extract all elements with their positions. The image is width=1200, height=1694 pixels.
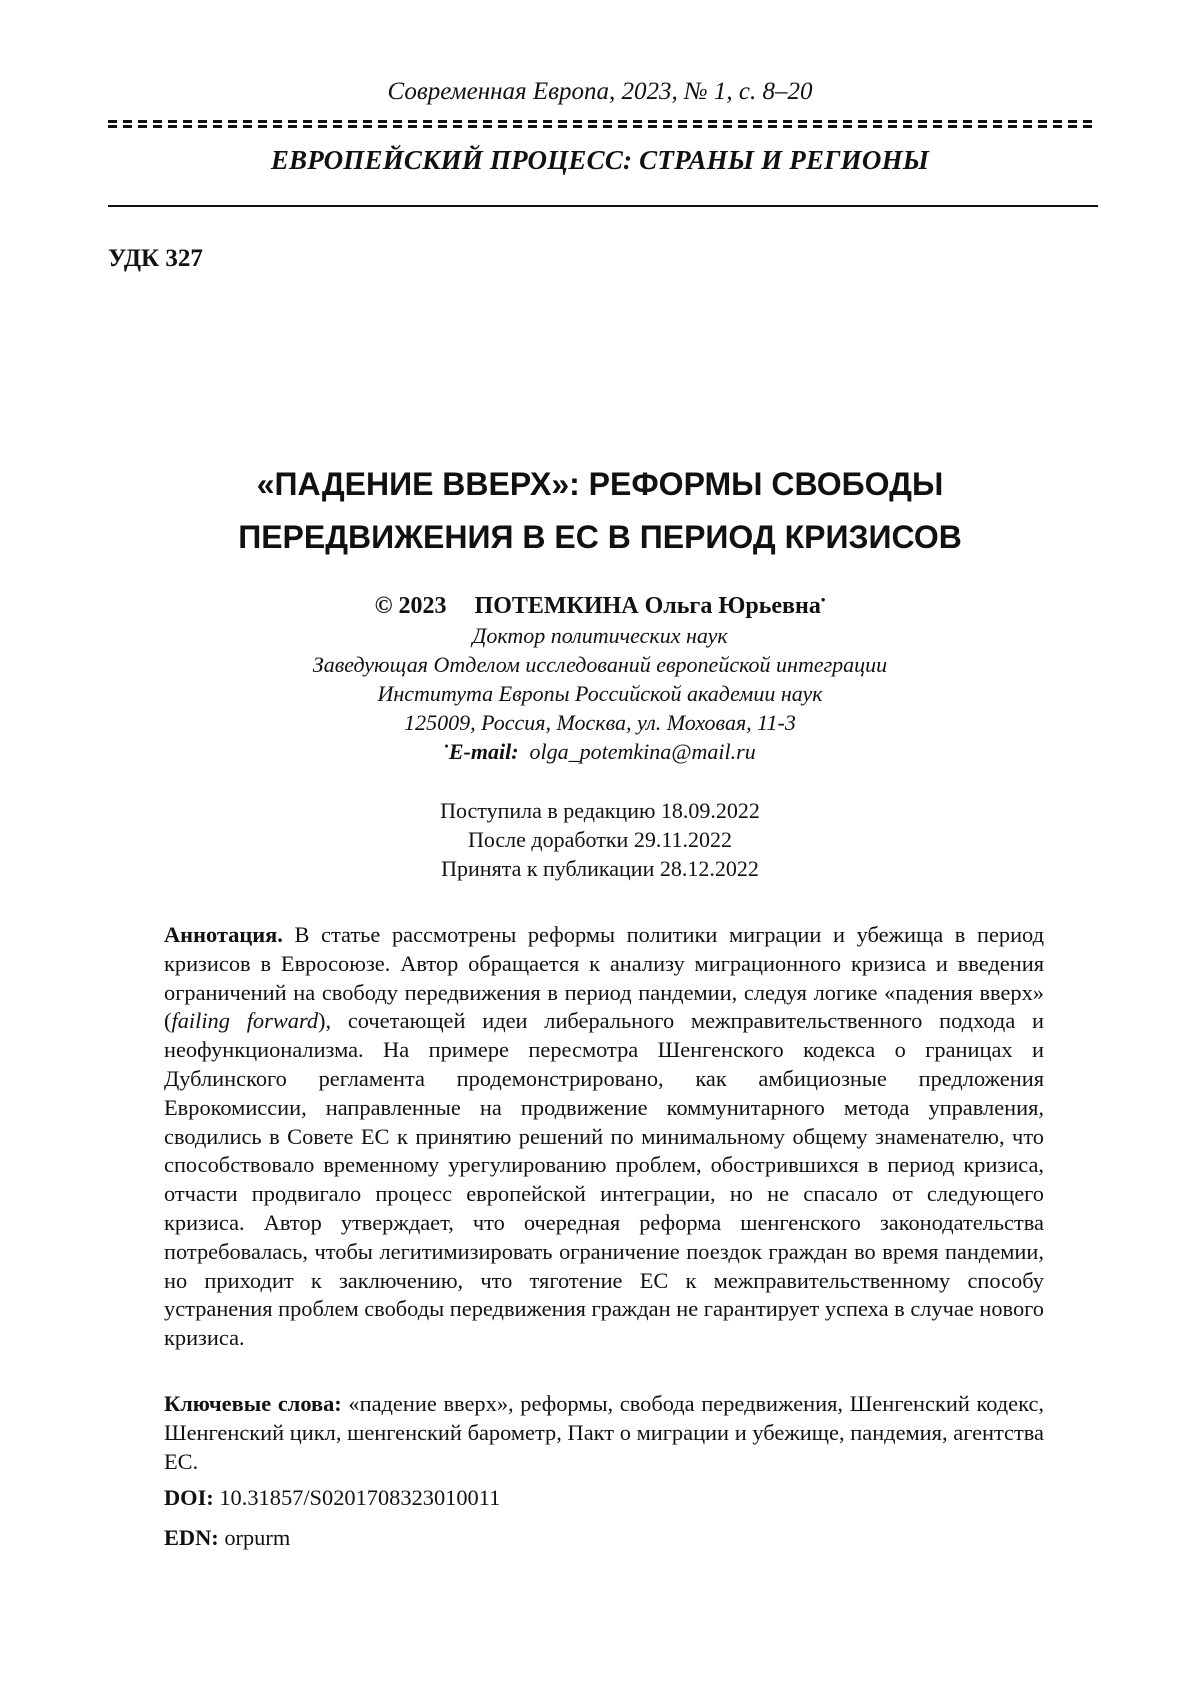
doi-value[interactable]: 10.31857/S0201708323010011 [213, 1485, 501, 1510]
email-link[interactable]: olga_potemkina@mail.ru [529, 739, 756, 764]
date-accepted: Принята к публикации 28.12.2022 [441, 856, 759, 881]
email-label: E-mail: [448, 739, 519, 764]
journal-citation: Современная Европа, 2023, № 1, с. 8–20 [387, 78, 813, 105]
title-line-2: ПЕРЕДВИЖЕНИЯ В ЕС В ПЕРИОД КРИЗИСОВ [238, 519, 962, 555]
author-position: Заведующая Отделом исследований европейской интеграции [312, 652, 888, 677]
article-title [0, 458, 1200, 564]
email-footnote-mark: • [444, 738, 449, 754]
edn-label: EDN: [164, 1525, 219, 1550]
section-heading: ЕВРОПЕЙСКИЙ ПРОЦЕСС: СТРАНЫ И РЕГИОНЫ [270, 145, 930, 175]
abstract-term: failing forward [171, 1008, 319, 1034]
double-dashed-rule [108, 120, 1098, 128]
submission-dates [0, 796, 1200, 883]
doi-line [164, 1485, 500, 1511]
keywords-text: «падение вверх», реформы, свобода передвижения, Шенгенский кодекс, Шенгенский цикл, шенгенский барометр, Пакт о миграции и убежище, пандемия, агентства ЕС. [164, 1391, 1044, 1474]
author-block [0, 592, 1200, 766]
edn-value: orpurm [218, 1525, 291, 1550]
author-footnote-mark: • [820, 592, 826, 607]
abstract-text-2: ), сочетающей идеи либерального межправительственного подхода и неофункционализма. На примере пересмотра Шенгенского кодекса о границах и Дублинского регламента продемонстрировано, как амбициозные предложения Еврокомиссии, направленные на продвижение коммунитарного метода управления, сводились в Совете ЕС к принятию решений по минимальному общему знаменателю, что способствовало временному урегулированию проблем, обострившихся в период кризиса, отчасти продвигало процесс европейской интеграции, но не спасало от следующего кризиса. Автор утверждает, что очередная реформа шенгенского законодательства потребовалась, чтобы легитимизировать ограничение поездок граждан во время пандемии, но приходит к заключению, что тяготение ЕС к межправительственному способу устранения проблем свободы передвижения граждан не гарантирует успеха в случае нового кризиса. [164, 1008, 1045, 1351]
abstract-text-1: В статье рассмотрены реформы политики миграции и убежища в период кризисов в Евросоюзе. Автор обращается к анализу миграционного кризиса и введения ограничений на свободу передвижения в период пандемии, следуя логике «падения вверх» ( [164, 922, 1044, 1034]
author-email-line [0, 737, 1200, 766]
date-revised: После доработки 29.11.2022 [467, 827, 733, 852]
keywords-label: Ключевые слова: [164, 1391, 342, 1416]
date-received: Поступила в редакцию 18.09.2022 [440, 798, 760, 823]
copyright-year: © 2023 [374, 593, 447, 619]
section-rule [108, 205, 1098, 207]
title-line-1: «ПАДЕНИЕ ВВЕРХ»: РЕФОРМЫ СВОБОДЫ [256, 466, 944, 502]
abstract-label: Аннотация. [164, 922, 283, 947]
author-degree: Доктор политических наук [472, 623, 728, 648]
keywords-paragraph [164, 1390, 1044, 1476]
udk-code: УДК 327 [108, 245, 203, 272]
author-name: ПОТЕМКИНА Ольга Юрьевна [474, 593, 821, 619]
doi-label: DOI: [164, 1485, 214, 1510]
author-address: 125009, Россия, Москва, ул. Моховая, 11-3 [404, 710, 796, 735]
edn-line [164, 1525, 290, 1551]
author-line [0, 592, 1200, 621]
abstract-paragraph [164, 921, 1044, 1353]
author-institute: Института Европы Российской академии наук [377, 681, 823, 706]
